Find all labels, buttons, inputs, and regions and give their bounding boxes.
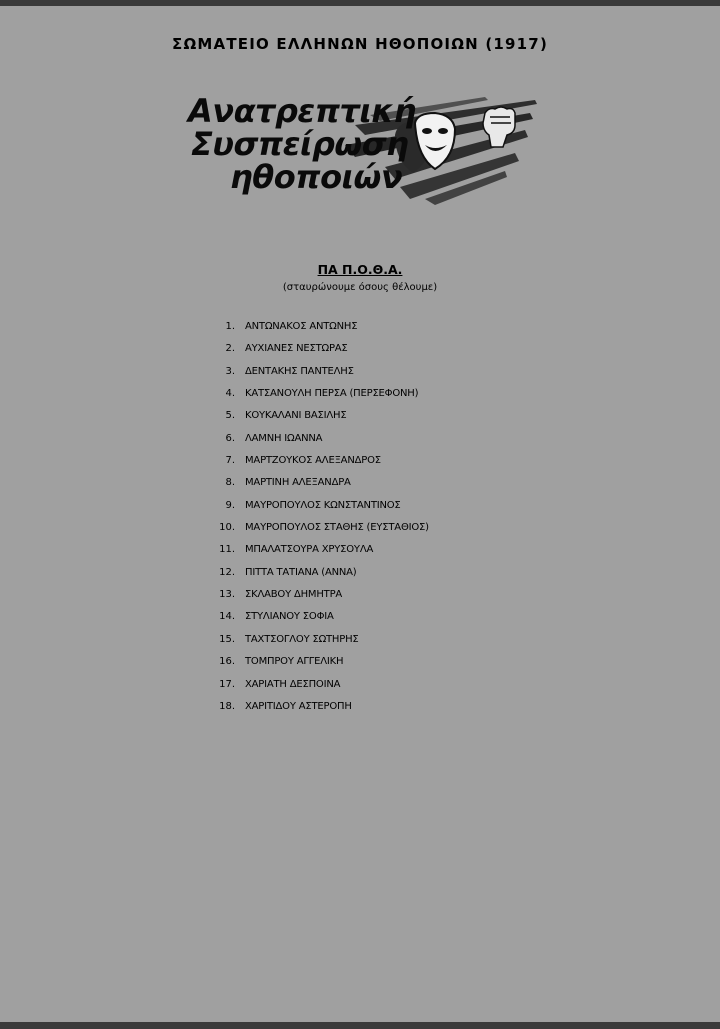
candidate-number: 9. <box>225 499 235 511</box>
viewer-top-bar <box>0 0 720 6</box>
candidate-number: 2. <box>225 343 235 355</box>
candidate-item <box>205 541 374 563</box>
ballot-section-title: ΠΑ Π.Ο.Θ.Α. <box>317 262 403 277</box>
candidate-item <box>205 407 347 429</box>
candidate-name: ΜΑΡΤΙΝΗ ΑΛΕΞΑΝΔΡΑ <box>245 477 351 489</box>
candidate-number: 7. <box>225 455 235 467</box>
candidate-item <box>205 653 344 675</box>
candidate-item <box>205 452 381 474</box>
candidate-number: 5. <box>225 410 235 422</box>
candidate-number: 15. <box>219 633 235 645</box>
candidate-name: ΧΑΡΙΤΙΔΟΥ ΑΣΤΕΡΟΠΗ <box>245 700 352 712</box>
candidate-name: ΧΑΡΙΑΤΗ ΔΕΣΠΟΙΝΑ <box>245 678 341 690</box>
candidate-item <box>205 430 323 452</box>
viewer-bottom-bar <box>0 1022 720 1029</box>
logo-line-1: Ανατρεπτική <box>188 92 416 130</box>
organization-title: ΣΩΜΑΤΕΙΟ ΕΛΛΗΝΩΝ ΗΘΟΠΟΙΩΝ (1917) <box>172 35 548 53</box>
candidate-name: ΜΑΥΡΟΠΟΥΛΟΣ ΣΤΑΘΗΣ (ΕΥΣΤΑΘΙΟΣ) <box>245 522 429 534</box>
candidate-name: ΜΠΑΛΑΤΣΟΥΡΑ ΧΡΥΣΟΥΛΑ <box>245 544 374 556</box>
candidate-item <box>205 385 419 407</box>
logo-line-2: Συσπείρωση <box>191 125 409 163</box>
candidate-name: ΑΝΤΩΝΑΚΟΣ ΑΝΤΩΝΗΣ <box>245 321 358 332</box>
candidate-item <box>205 519 429 541</box>
candidate-number: 1. <box>225 321 235 332</box>
candidate-name: ΠΙΤΤΑ ΤΑΤΙΑΝΑ (ΑΝΝΑ) <box>245 566 357 578</box>
candidate-number: 13. <box>219 589 235 601</box>
candidate-name: ΚΟΥΚΑΛΑΝΙ ΒΑΣΙΛΗΣ <box>245 410 347 422</box>
logo-line-3: ηθοποιών <box>230 158 403 196</box>
candidate-item <box>205 698 352 720</box>
candidate-name: ΚΑΤΣΑΝΟΥΛΗ ΠΕΡΣΑ (ΠΕΡΣΕΦΟΝΗ) <box>245 388 419 400</box>
candidate-number: 17. <box>219 678 235 690</box>
candidate-number: 18. <box>219 700 235 712</box>
candidate-name: ΛΑΜΝΗ ΙΩΑΝΝΑ <box>245 432 323 444</box>
logo <box>185 92 545 207</box>
logo-wordmark <box>185 92 416 196</box>
candidate-name: ΔΕΝΤΑΚΗΣ ΠΑΝΤΕΛΗΣ <box>245 365 354 377</box>
candidate-item <box>205 564 357 586</box>
candidate-item <box>205 340 348 362</box>
candidate-item <box>205 497 401 519</box>
candidate-name: ΤΟΜΠΡΟΥ ΑΓΓΕΛΙΚΗ <box>245 656 344 668</box>
candidate-item <box>205 586 343 608</box>
candidate-item <box>205 474 351 496</box>
candidate-name: ΜΑΡΤΖΟΥΚΟΣ ΑΛΕΞΑΝΔΡΟΣ <box>245 455 381 467</box>
ballot-instructions: (σταυρώνουμε όσους θέλουμε) <box>282 282 438 293</box>
candidate-item <box>205 363 354 385</box>
candidate-number: 6. <box>225 432 235 444</box>
candidate-number: 16. <box>219 656 235 668</box>
candidate-item <box>205 676 341 698</box>
candidate-list <box>205 318 429 720</box>
candidate-name: ΜΑΥΡΟΠΟΥΛΟΣ ΚΩΝΣΤΑΝΤΙΝΟΣ <box>245 499 401 511</box>
candidate-number: 12. <box>219 566 235 578</box>
candidate-item <box>205 631 359 653</box>
candidate-item <box>205 608 334 630</box>
candidate-number: 3. <box>225 365 235 377</box>
candidate-name: ΣΤΥΛΙΑΝΟΥ ΣΟΦΙΑ <box>245 611 334 623</box>
candidate-name: ΑΥΧΙΑΝΕΣ ΝΕΣΤΩΡΑΣ <box>245 343 348 355</box>
candidate-number: 10. <box>219 522 235 534</box>
candidate-name: ΣΚΛΑΒΟΥ ΔΗΜΗΤΡΑ <box>245 589 343 601</box>
candidate-number: 11. <box>219 544 235 556</box>
candidate-name: ΤΑΧΤΣΟΓΛΟΥ ΣΩΤΗΡΗΣ <box>245 633 359 645</box>
candidate-item <box>205 318 358 340</box>
candidate-number: 14. <box>219 611 235 623</box>
candidate-number: 4. <box>225 388 235 400</box>
candidate-number: 8. <box>225 477 235 489</box>
